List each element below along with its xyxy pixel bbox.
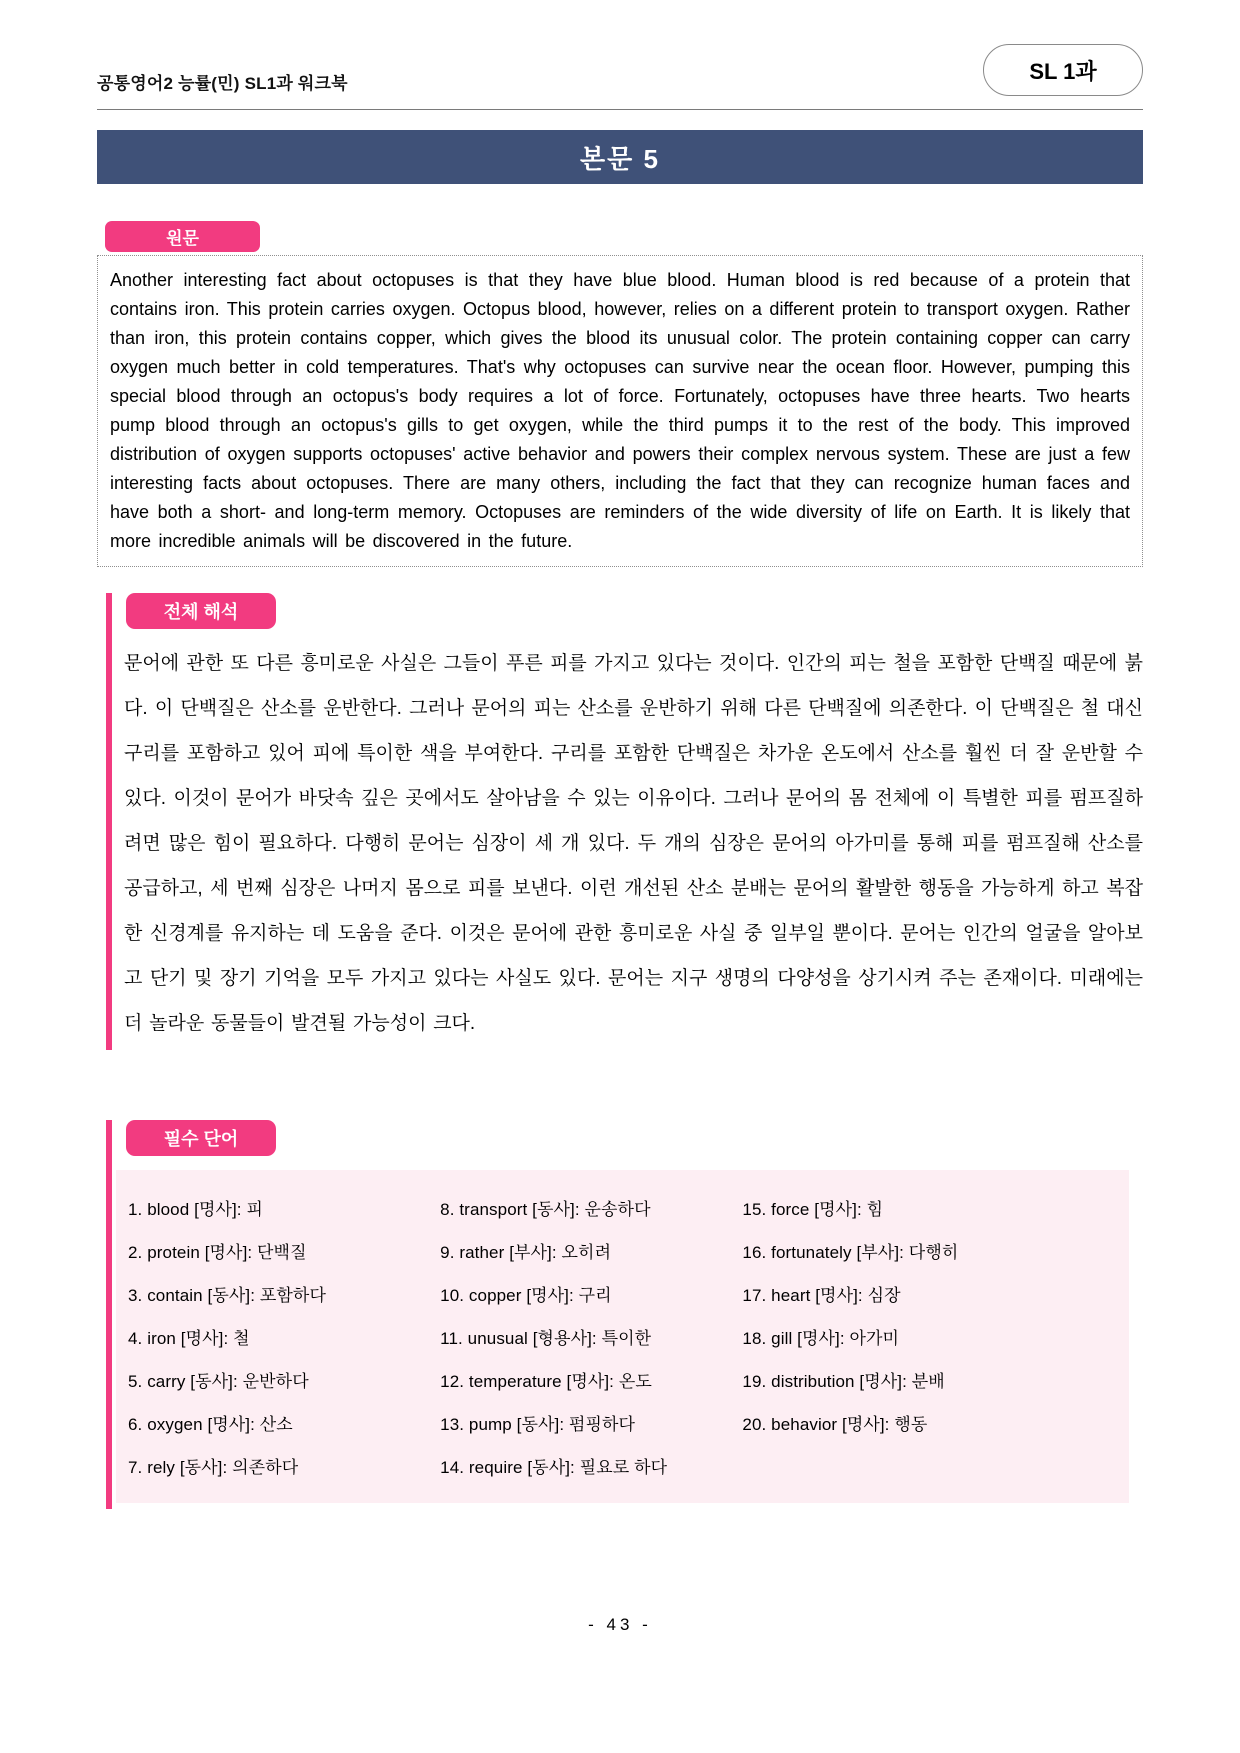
vocab-item: 20. behavior [명사]: 행동 bbox=[742, 1415, 928, 1434]
original-text-badge: 원문 bbox=[105, 221, 260, 252]
lesson-badge: SL 1과 bbox=[983, 44, 1143, 96]
page-header bbox=[97, 0, 1143, 96]
vocab-item: 14. require [동사]: 필요로 하다 bbox=[440, 1458, 668, 1477]
section-banner-title: 본문 5 bbox=[97, 130, 1143, 184]
vocabulary-panel bbox=[116, 1170, 1129, 1503]
page-number: - 43 - bbox=[588, 1615, 652, 1634]
vocab-item: 9. rather [부사]: 오히려 bbox=[440, 1243, 612, 1262]
vocabulary-badge: 필수 단어 bbox=[126, 1120, 276, 1156]
vocab-item: 15. force [명사]: 힘 bbox=[742, 1200, 884, 1219]
vocab-item: 17. heart [명사]: 심장 bbox=[742, 1286, 901, 1305]
vocab-item: 2. protein [명사]: 단백질 bbox=[128, 1243, 307, 1262]
vocab-item: 13. pump [동사]: 펌핑하다 bbox=[440, 1415, 636, 1434]
original-text-box bbox=[97, 255, 1143, 567]
vocab-item: 18. gill [명사]: 아가미 bbox=[742, 1329, 900, 1348]
vocab-item: 4. iron [명사]: 철 bbox=[128, 1329, 250, 1348]
vocab-item: 6. oxygen [명사]: 산소 bbox=[128, 1415, 293, 1434]
translation-section bbox=[106, 593, 1143, 1050]
vocab-item: 1. blood [명사]: 피 bbox=[128, 1200, 263, 1219]
vocab-item: 3. contain [동사]: 포함하다 bbox=[128, 1286, 326, 1305]
doc-title: 공통영어2 능률(민) SL1과 워크북 bbox=[97, 74, 348, 93]
vocab-item: 12. temperature [명사]: 온도 bbox=[440, 1372, 652, 1391]
vocab-item: 5. carry [동사]: 운반하다 bbox=[128, 1372, 309, 1391]
vocab-item: 16. fortunately [부사]: 다행히 bbox=[742, 1243, 959, 1262]
vocab-item: 11. unusual [형용사]: 특이한 bbox=[440, 1329, 652, 1348]
vocab-item: 19. distribution [명사]: 분배 bbox=[742, 1372, 945, 1391]
original-passage: Another interesting fact about octopuses is that they have blue blood. Human blood is red because of a protein that contains iron. This protein carries oxygen. Octopus blood, however, relies on a different protein to transport oxygen. Rather than iron, this protein contains copper, which gives the blood its unusual color. The protein containing copper can carry oxygen much better in cold temperatures. That's why octopuses can survive near the ocean floor. However, pumping this special blood through an octopus's body requires a lot of force. Fortunately, octopuses have three hearts. Two hearts pump blood through an octopus's gills to get oxygen, while the third pumps it to the rest of the body. This improved distribution of oxygen supports octopuses' active behavior and powers their complex nervous system. These are just a few interesting facts about octopuses. There are many others, including the fact that they can recognize human faces and have both a short- and long-term memory. Octopuses are reminders of the wide diversity of life on Earth. It is likely that more incredible animals will be discovered in the future. bbox=[110, 270, 1130, 551]
header-divider bbox=[97, 109, 1143, 110]
vocab-item: 10. copper [명사]: 구리 bbox=[440, 1286, 612, 1305]
translation-badge: 전체 해석 bbox=[126, 593, 276, 629]
vocab-item: 7. rely [동사]: 의존하다 bbox=[128, 1458, 299, 1477]
vocabulary-section bbox=[106, 1120, 1143, 1509]
vocab-item: 8. transport [동사]: 운송하다 bbox=[440, 1200, 651, 1219]
translation-passage: 문어에 관한 또 다른 흥미로운 사실은 그들이 푸른 피를 가지고 있다는 것이다. 인간의 피는 철을 포함한 단백질 때문에 붉다. 이 단백질은 산소를 운반한다. 그러나 문어의 피는 산소를 운반하기 위해 다른 단백질에 의존한다. 이 단백질은 철 대신 구리를 포함하고 있어 피에 특이한 색을 부여한다. 구리를 포함한 단백질은 차가운 온도에서 산소를 훨씬 더 잘 운반할 수 있다. 이것이 문어가 바닷속 깊은 곳에서도 살아남을 수 있는 이유이다. 그러나 문어의 몸 전체에 이 특별한 피를 펌프질하려면 많은 힘이 필요하다. 다행히 문어는 심장이 세 개 있다. 두 개의 심장은 문어의 아가미를 통해 피를 펌프질해 산소를 공급하고, 세 번째 심장은 나머지 몸으로 피를 보낸다. 이런 개선된 산소 분배는 문어의 활발한 행동을 가능하게 하고 복잡한 신경계를 유지하는 데 도움을 준다. 이것은 문어에 관한 흥미로운 사실 중 일부일 뿐이다. 문어는 인간의 얼굴을 알아보고 단기 및 장기 기억을 모두 가지고 있다는 사실도 있다. 문어는 지구 생명의 다양성을 상기시켜 주는 존재이다. 미래에는 더 놀라운 동물들이 발견될 가능성이 크다. bbox=[124, 653, 1143, 1034]
